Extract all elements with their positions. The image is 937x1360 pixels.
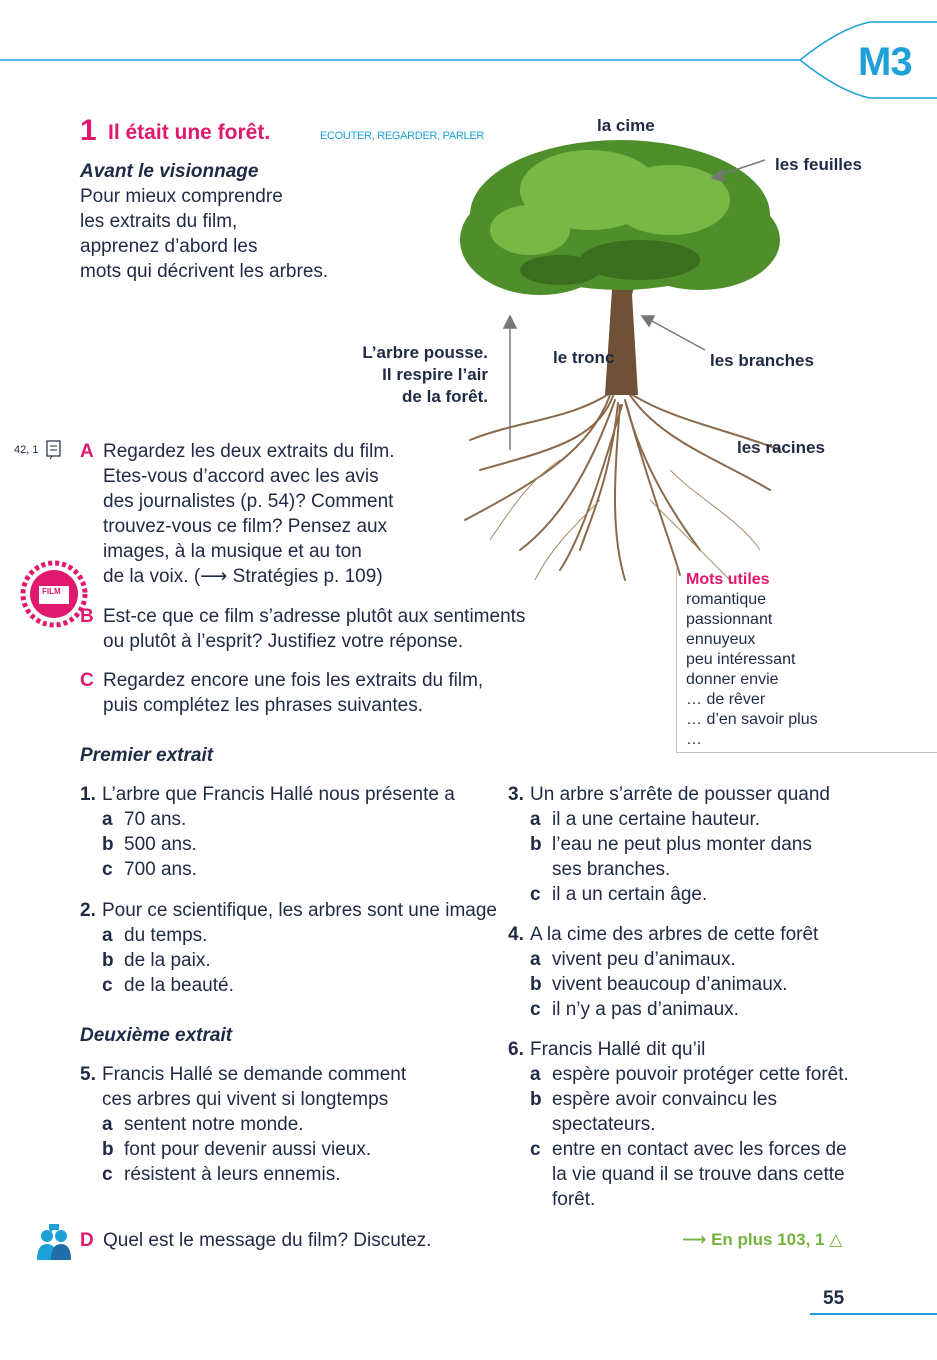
document-icon [46, 440, 62, 460]
film-badge-label: FILM [42, 587, 61, 596]
label-branches: les branches [710, 351, 814, 370]
question-4: 4. A la cime des arbres de cette forêt a vivent peu d’animaux. b vivent beaucoup d’animaux. c il n’y a pas d’animaux. [508, 924, 819, 1020]
label-tronc: le tronc [553, 348, 615, 367]
task-a-letter: A [80, 441, 94, 462]
discussion-icon [35, 1222, 73, 1262]
footer-rule [810, 1313, 937, 1315]
label-feuilles: les feuilles [775, 155, 862, 174]
intro-text: Pour mieux comprendre les extraits du film, apprenez d’abord les mots qui décrivent les arbres. [80, 186, 329, 282]
label-racines: les racines [737, 438, 825, 457]
task-b-letter: B [80, 606, 94, 627]
module-label: M3 [858, 40, 912, 84]
mots-utiles-list: Mots utiles romantique passionnant ennuyeux peu intéressant donner envie … de rêver … d’en savoir plus … [686, 571, 818, 748]
task-c-text: Regardez encore une fois les extraits du film, puis complétez les phrases suivantes. [103, 670, 484, 716]
en-plus-link[interactable]: ⟶ En plus 103, 1 △ [682, 1230, 843, 1249]
page-number: 55 [823, 1288, 845, 1309]
task-c-letter: C [80, 670, 94, 691]
task-d-text: Quel est le message du film? Discutez. [103, 1230, 432, 1251]
exercise-title: Il était une forêt. [108, 121, 271, 144]
question-3: 3. Un arbre s’arrête de pousser quand a il a une certaine hauteur. b l’eau ne peut plus monter dans ses branches. c il a un certain âge. [508, 784, 830, 905]
task-b-text: Est-ce que ce film s’adresse plutôt aux sentiments ou plutôt à l’esprit? Justifiez votre réponse. [103, 606, 526, 652]
task-a-text: Regardez les deux extraits du film. Etes-vous d’accord avec les avis des journalistes (p. 54)? Comment trouvez-vous ce film? Pensez aux images, à la musique et au ton de la voix. (⟶ Stratégies p. 109) [103, 441, 395, 587]
before-heading: Avant le visionnage [80, 161, 259, 182]
extract2-heading: Deuxième extrait [80, 1025, 233, 1046]
mots-utiles-title: Mots utiles [686, 571, 770, 588]
question-5: 5. Francis Hallé se demande comment ces arbres qui vivent si longtemps a sentent notre monde. b font pour devenir aussi vieux. c résistent à leurs ennemis. [80, 1064, 407, 1185]
question-6: 6. Francis Hallé dit qu’il a espère pouvoir protéger cette forêt. b espère avoir convaincu les spectateurs. c entre en contact avec les forces de la vie quand il se trouve dans cette forêt. [508, 1039, 849, 1210]
skills-tag: ECOUTER, REGARDER, PARLER [320, 130, 485, 142]
question-1: 1. L’arbre que Francis Hallé nous présente a a 70 ans. b 500 ans. c 700 ans. [80, 784, 455, 880]
label-cime: la cime [597, 116, 655, 135]
header-band [0, 20, 937, 100]
exercise-number: 1 [80, 114, 97, 147]
question-2: 2. Pour ce scientifique, les arbres sont une image a du temps. b de la paix. c de la beauté. [80, 900, 497, 996]
margin-reference: 42, 1 [14, 444, 39, 456]
tree-grows-caption: L’arbre pousse. Il respire l’air de la forêt. [362, 343, 488, 406]
task-d-letter: D [80, 1230, 94, 1251]
extract1-heading: Premier extrait [80, 745, 214, 766]
